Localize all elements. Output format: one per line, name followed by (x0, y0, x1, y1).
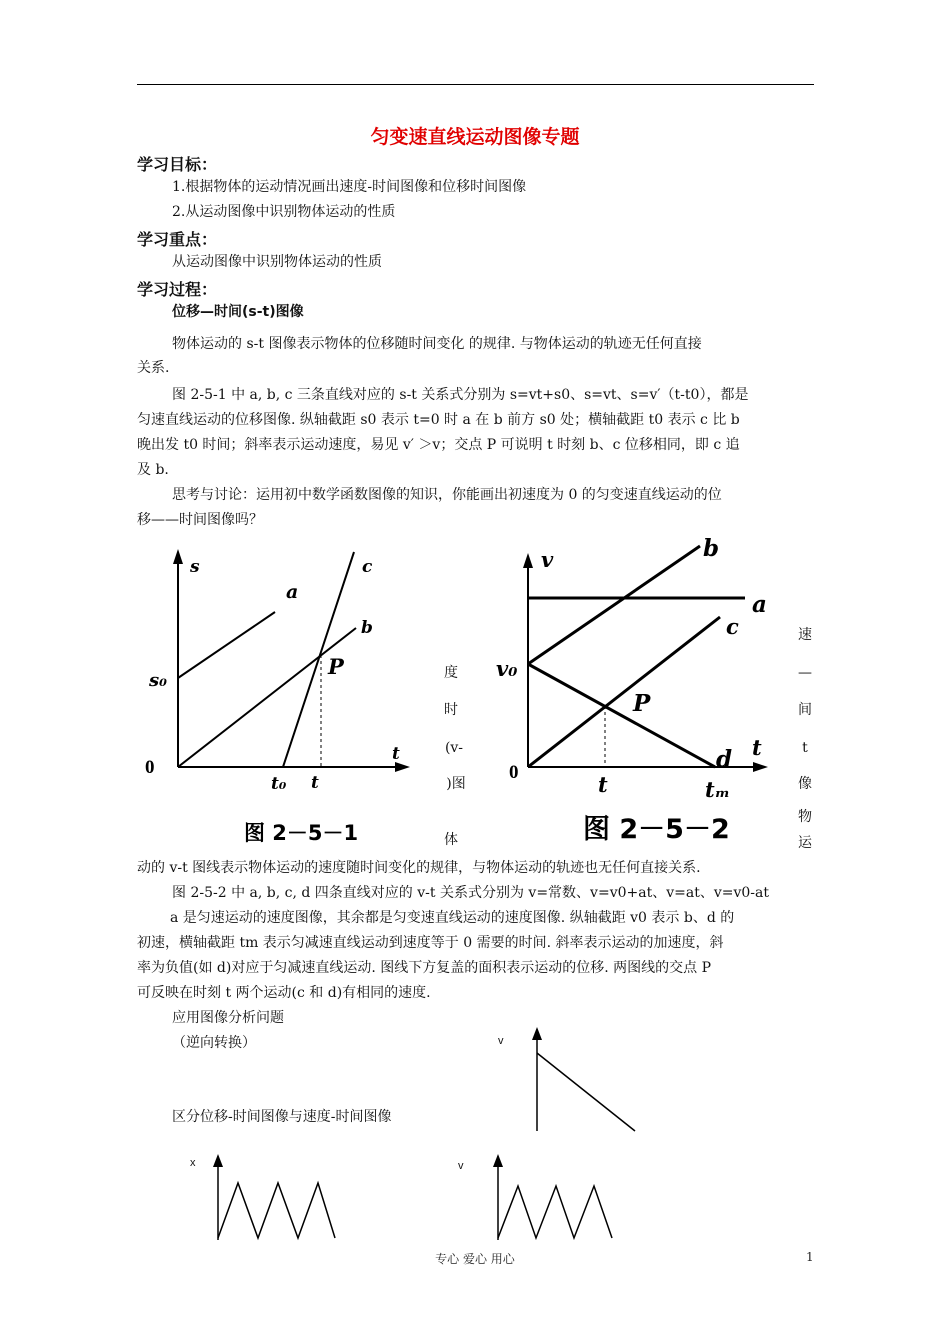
page-number: 1 (806, 1250, 814, 1264)
vt-col-right-1: 速 (798, 627, 812, 643)
process-heading: 学习过程： (137, 280, 218, 299)
sketch2-arrow (213, 1154, 223, 1167)
goal-item-2: 2.从运动图像中识别物体运动的性质 (172, 204, 396, 220)
fig1-t-axis-label: t (392, 744, 400, 764)
vt-col-right-4: t (802, 740, 808, 756)
fig1-s-label: s (190, 557, 200, 577)
fig1-c-label: c (362, 557, 373, 577)
fig2-tm-label: tₘ (705, 777, 730, 802)
vt-col-left-5: 体 (444, 832, 458, 848)
sketch1-arrow (532, 1027, 542, 1040)
vt-col-right-3: 间 (798, 702, 812, 718)
vt-col-right-2: — (798, 665, 812, 681)
fig1-P-label: P (328, 654, 344, 679)
goals-heading: 学习目标： (137, 155, 218, 174)
fig2-a-label: a (752, 591, 767, 618)
sketch2-x-label: x (190, 1157, 196, 1169)
sketch3-arrow (493, 1154, 503, 1167)
goal-item-1: 1.根据物体的运动情况画出速度-时间图像和位移时间图像 (172, 179, 527, 195)
vt-para2-line3: 初速，横轴截距 tm 表示匀减速直线运动到速度等于 0 需要的时间. 斜率表示运动的加速度，斜 (137, 935, 724, 951)
vt-para2-line5: 可反映在时刻 t 两个运动(c 和 d)有相同的速度. (137, 985, 431, 1001)
page-title: 匀变速直线运动图像专题 (370, 126, 580, 148)
fig1-t0-label: t₀ (271, 774, 287, 794)
apply-line1: 应用图像分析问题 (172, 1010, 284, 1026)
st-para2-line4: 及 b. (137, 462, 169, 478)
sketch1-line (537, 1053, 635, 1131)
footer-text: 专心 爱心 用心 (435, 1252, 515, 1266)
fig1-zero-label: 0 (145, 757, 155, 778)
fig2-v-label: v (541, 547, 554, 572)
st-para3-line1: 思考与讨论：运用初中数学函数图像的知识，你能画出初速度为 0 的匀变速直线运动的位 (172, 487, 722, 503)
vt-col-left-2: 时 (444, 702, 458, 718)
apply-line3: 区分位移-时间图像与速度-时间图像 (172, 1109, 392, 1125)
vt-col-left-1: 度 (444, 665, 458, 681)
fig2-zero-label: 0 (509, 762, 519, 783)
fig1-a-label: a (286, 581, 299, 603)
focus-text: 从运动图像中识别物体运动的性质 (172, 254, 382, 270)
st-para2-line3: 晚出发 t0 时间；斜率表示运动速度，易见 v′ ＞v；交点 P 可说明 t 时刻 b、c 位移相同，即 c 追 (137, 437, 740, 453)
fig2-c-label: c (726, 614, 739, 639)
sketch2-sawtooth (218, 1183, 335, 1238)
st-para1-line2: 关系. (137, 360, 170, 376)
vt-col-left-4: )图 (446, 776, 466, 792)
fig2-b-label: b (703, 535, 720, 562)
fig2-P-label: P (633, 690, 651, 717)
st-para1-line1: 物体运动的 s-t 图像表示物体的位移随时间变化 的规律. 与物体运动的轨迹无任何直接 (172, 336, 702, 352)
vt-col-right-6: 物 (798, 809, 812, 825)
fig1-s0-label: s₀ (149, 670, 168, 691)
fig2-d-label: d (716, 746, 733, 773)
vt-col-left-3: (v- (444, 740, 464, 756)
sketch3-sawtooth (498, 1186, 612, 1238)
apply-line2: （逆向转换） (172, 1035, 256, 1051)
fig1-caption: 图 2－5－1 (244, 821, 359, 845)
sketch3-v-label: v (458, 1160, 464, 1172)
vt-para2-line1: 图 2-5-2 中 a, b, c, d 四条直线对应的 v-t 关系式分别为 v=常数、v=v0+at、v=at、v=v0-at (172, 885, 769, 901)
vt-col-right-5: 像 (798, 776, 812, 792)
vt-col-right-7: 运 (798, 835, 812, 851)
st-para2-line2: 匀速直线运动的位移图像. 纵轴截距 s0 表示 t=0 时 a 在 b 前方 s0 处；横轴截距 t0 表示 c 比 b (137, 412, 740, 428)
vt-para2-line2: a 是匀速运动的速度图像，其余都是匀变速直线运动的速度图像. 纵轴截距 v0 表示 b、d 的 (170, 910, 735, 926)
fig2-caption: 图 2－5－2 (583, 814, 730, 845)
fig2-t-axis-label: t (752, 735, 762, 760)
fig1-b-label: b (361, 618, 373, 638)
st-para3-line2: 移——时间图像吗？ (137, 512, 263, 528)
st-para2-line1: 图 2-5-1 中 a, b, c 三条直线对应的 s-t 关系式分别为 s=vt+s0、s=vt、s=v′（t-t0），都是 (172, 387, 749, 403)
fig2-v0-label: v₀ (496, 656, 518, 681)
focus-heading: 学习重点： (137, 230, 218, 249)
fig1-tmark-label: t (311, 773, 319, 793)
vt-para2-line4: 率为负值(如 d)对应于匀减速直线运动. 图线下方复盖的面积表示运动的位移. 两图线的交点 P (137, 960, 712, 976)
fig2-tmark-label: t (598, 772, 608, 797)
st-subtitle: 位移—时间(s-t)图像 (172, 304, 304, 320)
vt-para1: 动的 v-t 图线表示物体运动的速度随时间变化的规律，与物体运动的轨迹也无任何直接关系. (137, 860, 701, 876)
sketch1-v-label: v (498, 1035, 504, 1047)
